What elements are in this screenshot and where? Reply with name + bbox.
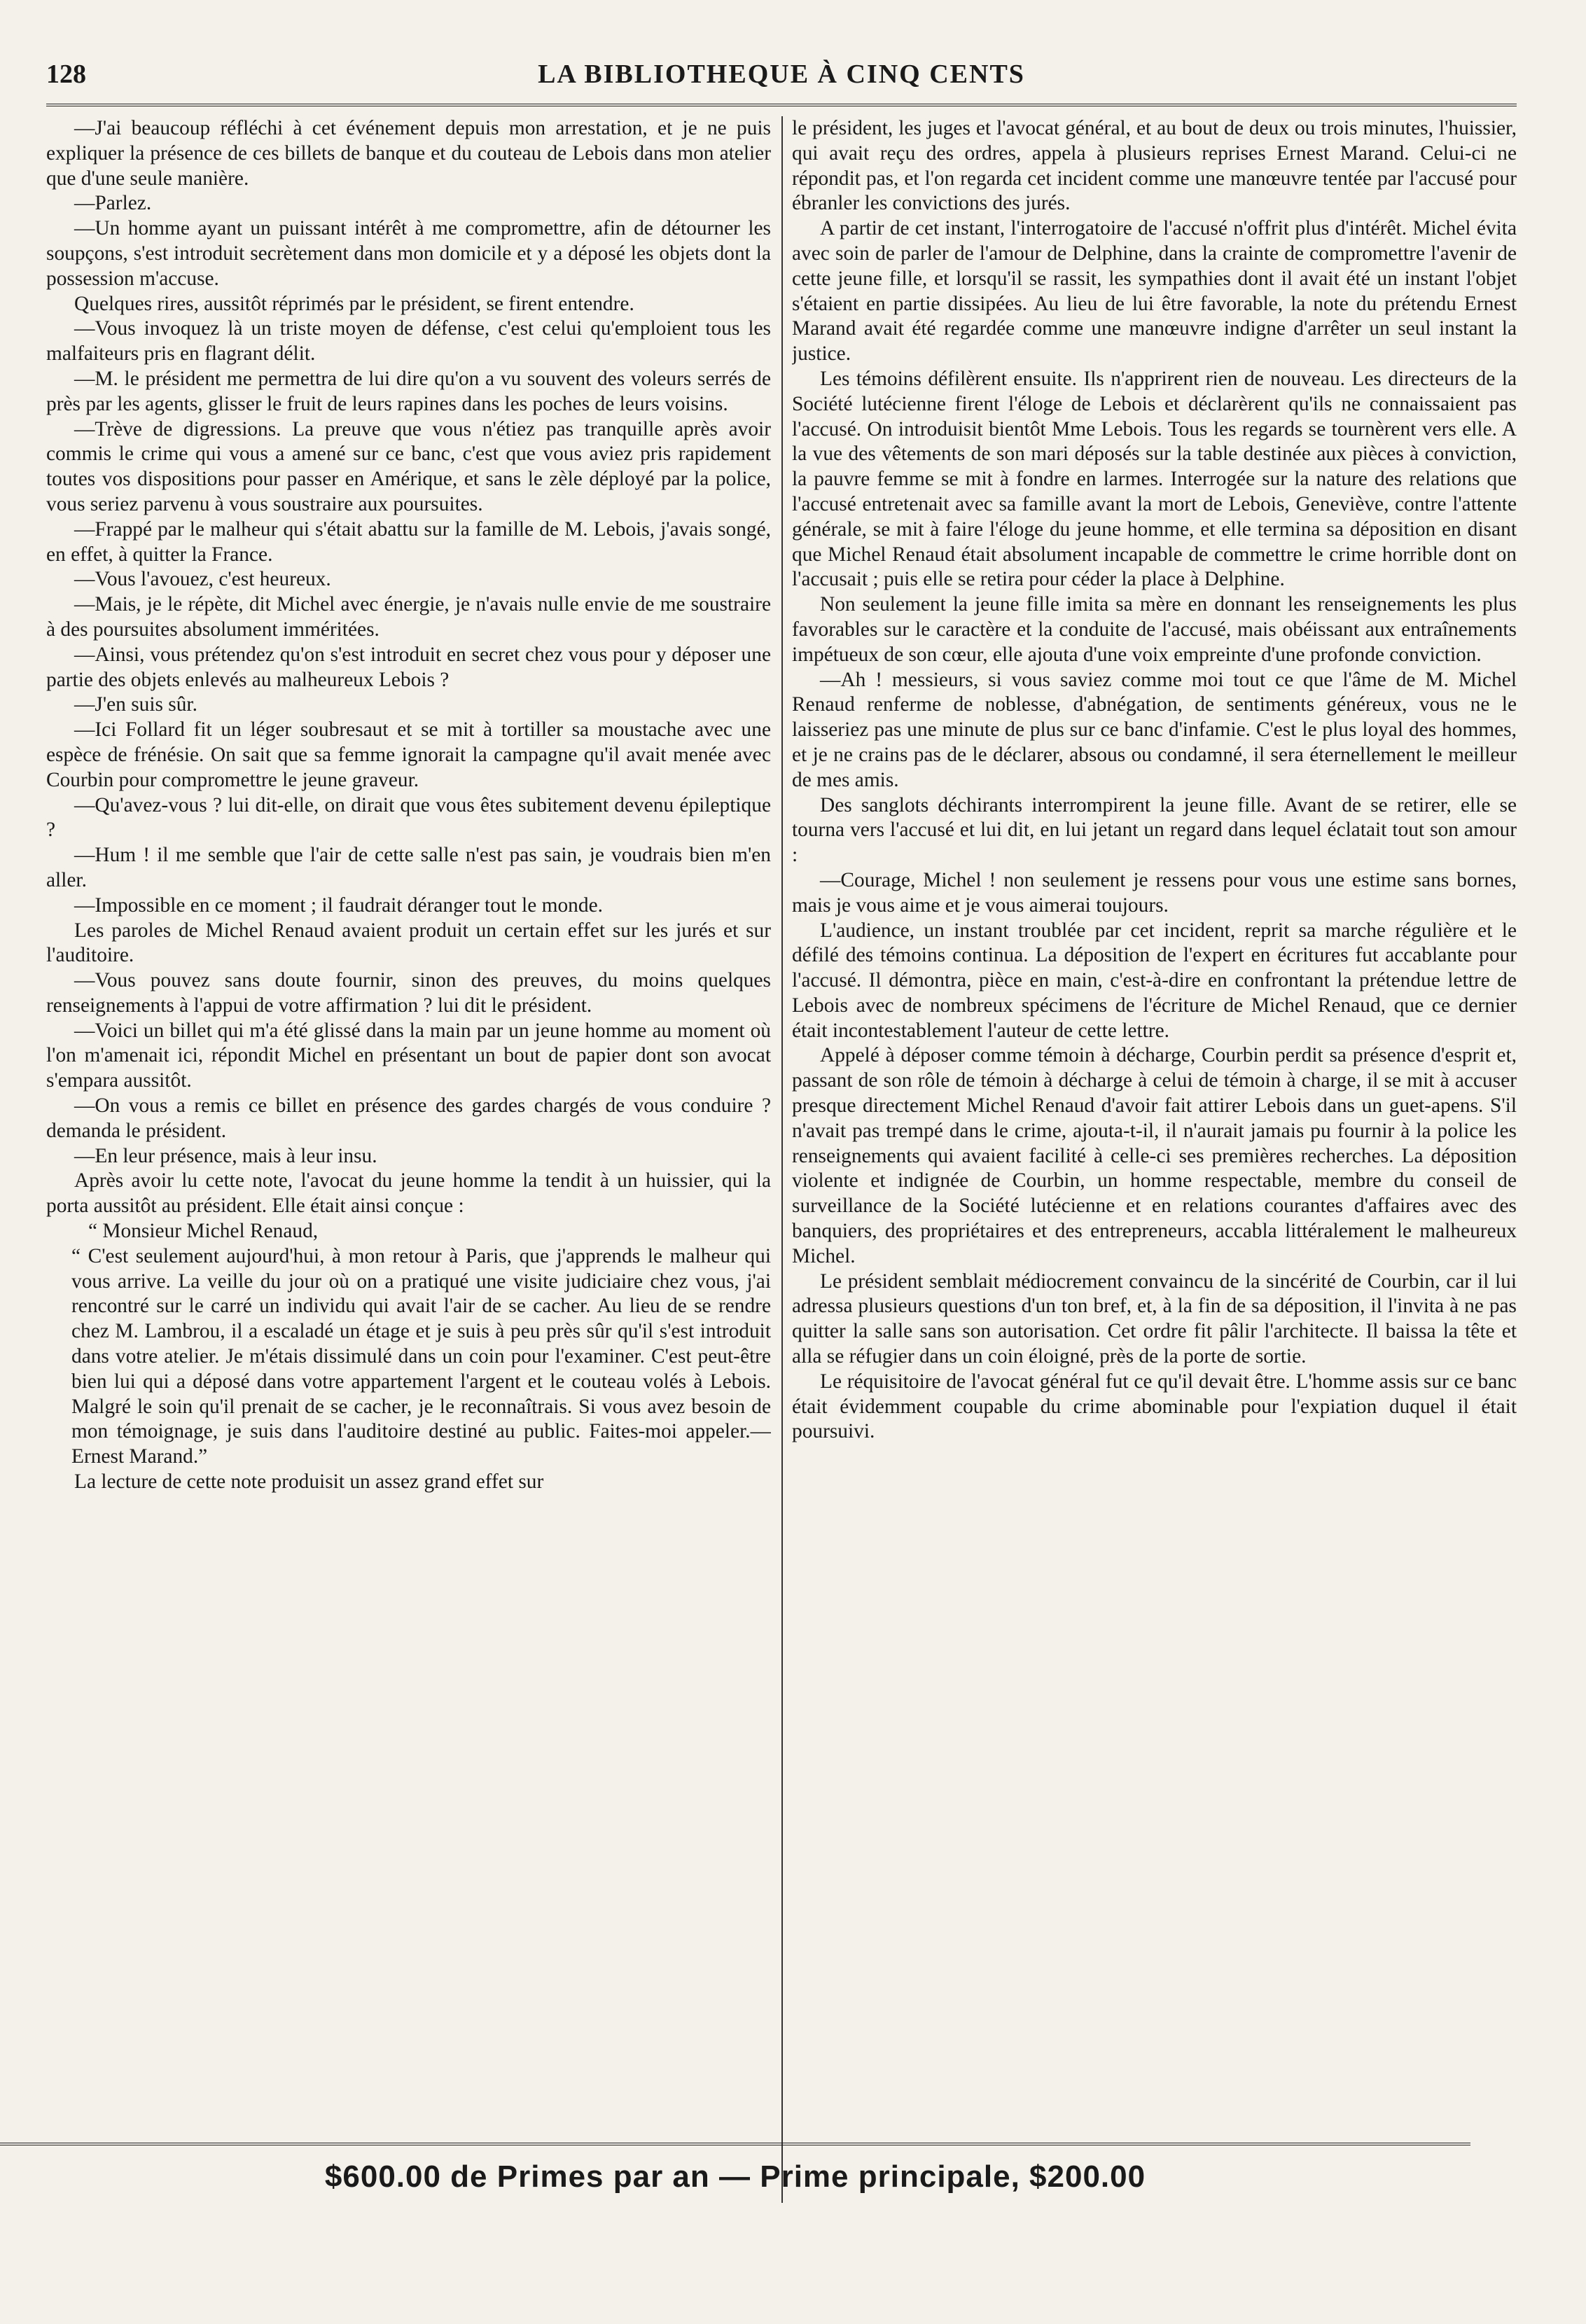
paragraph: Le président semblait médiocrement convaincu de la sincérité de Courbin, car il lui adressa plusieurs questions d'un ton bref, et, à la fin de sa déposition, il l'invita à ne pas quitter la salle sans son autorisation. Cet ordre fit pâlir l'architecte. Il baissa la tête et alla se réfugier dans un coin éloigné, près de la porte de sortie. [792, 1269, 1517, 1368]
paragraph: —Ici Follard fit un léger soubresaut et se mit à tortiller sa moustache avec une espèce de frénésie. On sait que sa femme ignorait la campagne qu'il avait menée avec Courbin pour compromettre le jeune graveur. [46, 718, 771, 791]
paragraph: Les paroles de Michel Renaud avaient produit un certain effet sur les jurés et sur l'auditoire. [46, 919, 771, 967]
footer-prize-line: $600.00 de Primes par an — Prime principale, $200.00 [324, 2159, 1146, 2194]
paragraph: —Vous l'avouez, c'est heureux. [74, 568, 331, 591]
paragraph: —J'ai beaucoup réfléchi à cet événement depuis mon arrestation, et je ne puis expliquer la présence de ces billets de banque et du couteau de Lebois dans mon atelier que d'une seule manière. [46, 117, 771, 190]
paragraph: L'audience, un instant troublée par cet incident, reprit sa marche régulière et le défilé des témoins continua. La déposition de l'expert en écritures fut accablante pour l'accusé. Il démontra, pièce en main, c'est-à-dire en confrontant la prétendue lettre de Lebois avec de nombreux spécimens de l'écriture de Michel Renaud, que ce dernier était incontestablement l'auteur de cette lettre. [792, 919, 1517, 1042]
paragraph: Quelques rires, aussitôt réprimés par le président, se firent entendre. [74, 292, 634, 315]
footer-rule [0, 2143, 1470, 2145]
paragraph: —Frappé par le malheur qui s'était abattu sur la famille de M. Lebois, j'avais songé, en effet, à quitter la France. [46, 517, 771, 566]
paragraph: —J'en suis sûr. [74, 693, 197, 716]
page-number: 128 [46, 60, 86, 89]
paragraph: —Qu'avez-vous ? lui dit-elle, on dirait que vous êtes subitement devenu épileptique ? [46, 793, 771, 842]
paragraph: —Ah ! messieurs, si vous saviez comme moi tout ce que l'âme de M. Michel Renaud renferme de noblesse, d'abnégation, de sentiments généreux, vous ne le laisseriez pas une minute de plus sur ce banc d'infamie. C'est le plus loyal des hommes, et je ne crains pas de le déclarer, absous ou condamné, il sera éternellement le meilleur de mes amis. [792, 668, 1517, 791]
paragraph: Après avoir lu cette note, l'avocat du jeune homme la tendit à un huissier, qui la porta aussitôt au président. Elle était ainsi conçue : [46, 1169, 771, 1218]
paragraph: —Un homme ayant un puissant intérêt à me compromettre, afin de détourner les soupçons, s'est introduit secrètement dans mon domicile et y a déposé les objets dont la possession m'accuse. [46, 217, 771, 290]
left-column [46, 116, 771, 2203]
paragraph: Appelé à déposer comme témoin à décharge, Courbin perdit sa présence d'esprit et, passant de son rôle de témoin à décharge à celui de témoin à charge, il se mit à accuser presque directement Michel Renaud d'avoir fait attirer Lebois dans un guet-apens. S'il n'avait pas trempé dans le crime, ajouta-t-il, il n'aurait jamais pu fournir à la police les renseignements qui avaient facilité à celle-ci ses premières recherches. La déposition violente et indignée de Courbin, un homme respectable, membre du conseil de surveillance de la Société lutécienne et en relations courantes d'affaires avec des banquiers, des propriétaires et des entrepreneurs, accabla littéralement le malheureux Michel. [792, 1044, 1517, 1267]
paragraph: “ C'est seulement aujourd'hui, à mon retour à Paris, que j'apprends le malheur qui vous arrive. La veille du jour où on a pratiqué une visite judiciaire chez vous, j'ai rencontré sur le carré un individu qui avait l'air de se cacher. Au lieu de se rendre chez M. Lambrou, il a escaladé un étage et je suis à peu près sûr qu'il s'est introduit dans votre atelier. Je m'étais dissimulé dans un coin pour l'examiner. C'est peut-être bien lui qui a déposé dans votre appartement l'argent et le couteau volés à Lebois. Malgré le soin qu'il prenait de se cacher, je le reconnaîtrais. Si vous avez besoin de mon témoignage, je suis dans l'auditoire destiné au public. Faites-moi appeler.—Ernest Marand.” [71, 1244, 771, 1468]
paragraph: A partir de cet instant, l'interrogatoire de l'accusé n'offrit plus d'intérêt. Michel évita avec soin de parler de l'amour de Delphine, dans la crainte de compromettre l'avenir de cette jeune fille, et lorsqu'il se rassit, les sympathies dont il avait été un instant l'objet s'étaient en partie dissipées. Au lieu de lui être favorable, la note du prétendu Ernest Marand avait été regardée comme une manœuvre indigne d'arrêter un seul instant la justice. [792, 217, 1517, 366]
paragraph: —Courage, Michel ! non seulement je ressens pour vous une estime sans bornes, mais je vous aime et je vous aimerai toujours. [792, 868, 1517, 917]
paragraph: Des sanglots déchirants interrompirent la jeune fille. Avant de se retirer, elle se tourna vers l'accusé et lui dit, en lui jetant un regard dans lequel éclatait tout son amour : [792, 793, 1517, 867]
right-column [792, 116, 1517, 2203]
running-title: LA BIBLIOTHEQUE À CINQ CENTS [538, 60, 1025, 89]
paragraph: —En leur présence, mais à leur insu. [74, 1144, 377, 1167]
page-header [46, 53, 1517, 106]
text-columns [46, 116, 1517, 2203]
paragraph: —Vous pouvez sans doute fournir, sinon des preuves, du moins quelques renseignements à l'appui de votre affirmation ? lui dit le président. [46, 969, 771, 1017]
paragraph: La lecture de cette note produisit un assez grand effet sur [74, 1470, 544, 1494]
paragraph: —Impossible en ce moment ; il faudrait déranger tout le monde. [74, 893, 603, 917]
paragraph: —Mais, je le répète, dit Michel avec énergie, je n'avais nulle envie de me soustraire à des poursuites absolument imméritées. [46, 593, 771, 641]
paragraph: —Voici un billet qui m'a été glissé dans la main par un jeune homme au moment où l'on m'amenait ici, répondit Michel en présentant un bout de papier dont son avocat s'empara aussitôt. [46, 1019, 771, 1092]
paragraph: —M. le président me permettra de lui dire qu'on a vu souvent des voleurs serrés de près par les agents, glisser le fruit de leurs rapines dans les poches de leurs voisins. [46, 367, 771, 415]
paragraph: —Vous invoquez là un triste moyen de défense, c'est celui qu'emploient tous les malfaiteurs pris en flagrant délit. [46, 317, 771, 366]
page [46, 53, 1517, 2203]
paragraph: “ Monsieur Michel Renaud, [88, 1220, 319, 1243]
paragraph: Les témoins défilèrent ensuite. Ils n'apprirent rien de nouveau. Les directeurs de la Société lutécienne firent l'éloge de Lebois et déclarèrent qu'ils ne connaissaient pas l'accusé. On introduisit bientôt Mme Lebois. Tous les regards se tournèrent vers elle. A la vue des vêtements de son mari déposés sur la table destinée aux pièces à conviction, la pauvre femme se mit à fondre en larmes. Interrogée sur la nature des relations que l'accusé entretenait avec sa famille avant la mort de Lebois, Geneviève, contre l'attente générale, se mit à faire l'éloge du jeune homme, et elle termina sa déposition en disant que Michel Renaud était absolument incapable de commettre le crime horrible dont on l'accusait ; puis elle se retira pour céder la place à Delphine. [792, 367, 1517, 591]
paragraph: —Hum ! il me semble que l'air de cette salle n'est pas sain, je voudrais bien m'en aller. [46, 844, 771, 891]
paragraph: —Trève de digressions. La preuve que vous n'étiez pas tranquille après avoir commis le crime qui vous a amené sur ce banc, c'est que vous aviez pris rapidement toutes vos dispositions pour passer en Amérique, et sans le zèle déployé par la police, vous seriez parvenu à vous soustraire aux poursuites. [46, 417, 771, 515]
paragraph: Le réquisitoire de l'avocat général fut ce qu'il devait être. L'homme assis sur ce banc était évidemment coupable du crime abominable pour l'expiation duquel il était poursuivi. [792, 1370, 1517, 1443]
paragraph: —On vous a remis ce billet en présence des gardes chargés de vous conduire ? demanda le président. [46, 1094, 771, 1142]
paragraph: —Ainsi, vous prétendez qu'on s'est introduit en secret chez vous pour y déposer une partie des objets enlevés au malheureux Lebois ? [46, 643, 771, 691]
paragraph: —Parlez. [74, 192, 152, 215]
paragraph: le président, les juges et l'avocat général, et au bout de deux ou trois minutes, l'huissier, qui avait reçu des ordres, appela à plusieurs reprises Ernest Marand. Celui-ci ne répondit pas, et l'on regarda cet incident comme une manœuvre tentée par l'accusé pour ébranler les convictions des jurés. [792, 117, 1517, 215]
paragraph: Non seulement la jeune fille imita sa mère en donnant les renseignements les plus favorables sur le caractère et la conduite de l'accusé, mais obéissant aux entraînements impétueux de son cœur, elle ajouta d'une voix empreinte d'une profonde conviction. [792, 593, 1517, 666]
